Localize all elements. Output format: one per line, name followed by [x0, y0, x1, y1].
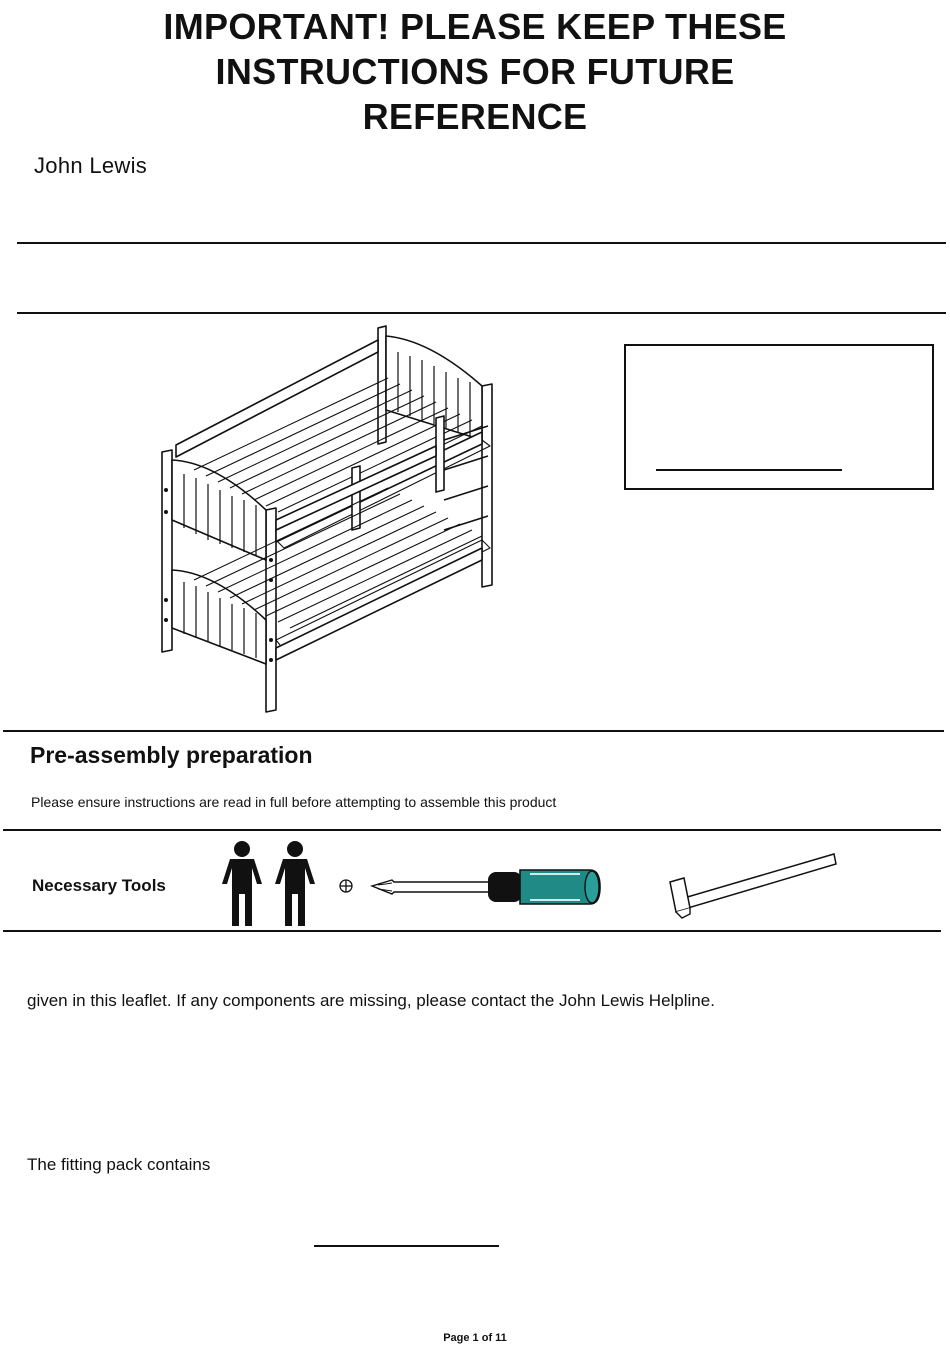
page-number: Page 1 of 11	[443, 1332, 507, 1344]
section-heading: Pre-assembly preparation	[30, 742, 313, 768]
info-box	[624, 344, 934, 490]
title-line-2: INSTRUCTIONS FOR FUTURE	[215, 51, 735, 92]
tools-label: Necessary Tools	[32, 876, 166, 895]
divider	[3, 730, 944, 732]
instruction-note: Please ensure instructions are read in full before attempting to assemble this product	[31, 794, 557, 810]
underline	[656, 469, 842, 471]
allen-key-icon	[664, 850, 844, 920]
underline	[314, 1245, 499, 1247]
two-person-icon	[218, 838, 318, 928]
divider	[3, 930, 941, 932]
screwdriver-icon	[370, 866, 602, 908]
title-line-1: IMPORTANT! PLEASE KEEP THESE	[163, 6, 787, 47]
phillips-symbol-icon	[338, 878, 354, 894]
title-line-3: REFERENCE	[362, 96, 588, 137]
fitting-pack-text: The fitting pack contains	[27, 1155, 211, 1174]
components-text: given in this leaflet. If any components are missing, please contact the John Lewis Helpline.	[27, 991, 715, 1010]
brand-name: John Lewis	[34, 153, 148, 178]
divider	[3, 829, 941, 831]
